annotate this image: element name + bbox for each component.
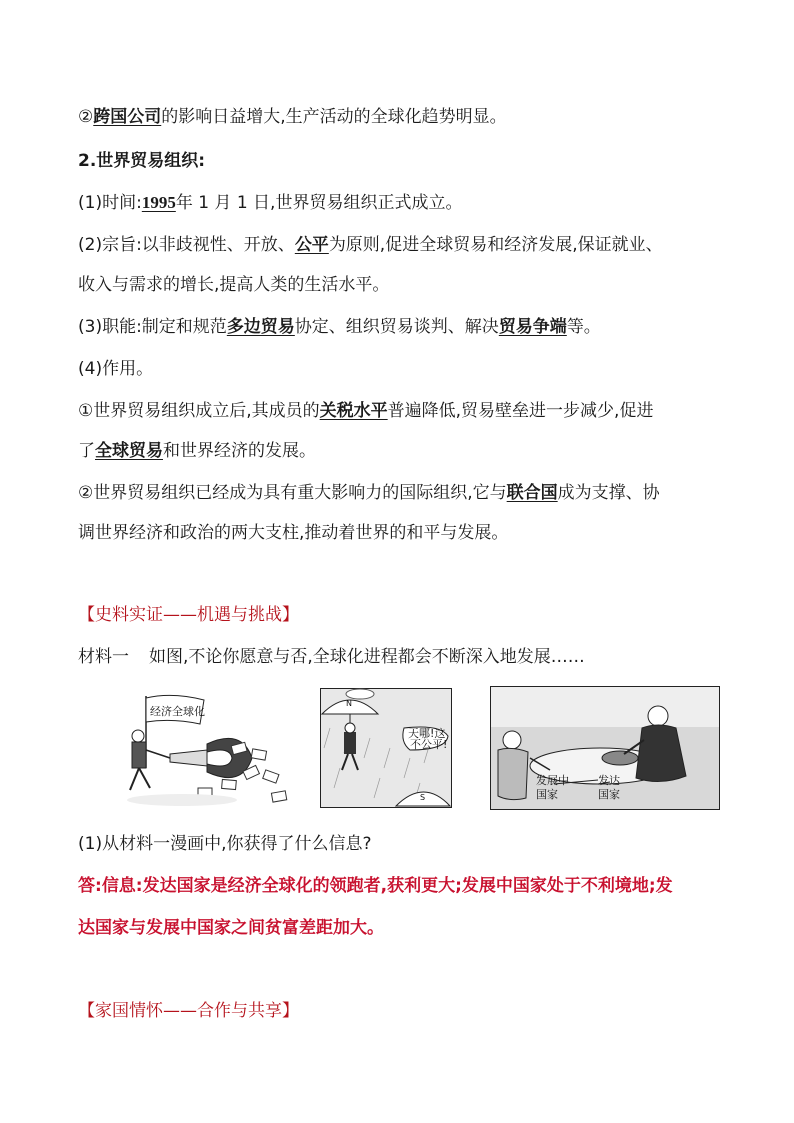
key-term-global-trade: 全球贸易 [95,441,163,461]
wto-function: (3)职能:制定和规范多边贸易协定、组织贸易谈判、解决贸易争端等。 [78,317,601,337]
key-term-un: 联合国 [506,483,558,503]
wto-heading: 2.世界贸易组织: [78,151,206,171]
wto-role-1: ①世界贸易组织成立后,其成员的关税水平普遍降低,贸易壁垒进一步减少,促进 [78,401,654,421]
cartoon-unfair-rain [320,688,452,808]
wto-time: (1)时间:1995年 1 月 1 日,世界贸易组织正式成立。 [78,193,463,213]
key-term-year: 1995 [141,193,176,212]
answer-line-2: 达国家与发展中国家之间贫富差距加大。 [78,918,384,938]
answer-label: 答: [78,876,102,896]
transnational-item: ②跨国公司的影响日益增大,生产活动的全球化趋势明显。 [78,107,507,127]
cartoon3-label-developing-2: 国家 [536,788,558,801]
wto-purpose-line2: 收入与需求的增长,提高人类的生活水平。 [78,275,390,295]
wto-purpose: (2)宗旨:以非歧视性、开放、公平为原则,促进全球贸易和经济发展,保证就业、 [78,235,663,255]
patriotism-section-title: 【家国情怀——合作与共享】 [78,1001,299,1021]
svg-text:N: N [346,699,352,708]
wto-role-2-line2: 调世界经济和政治的两大支柱,推动着世界的和平与发展。 [78,523,509,543]
evidence-section-title: 【史料实证——机遇与挑战】 [78,605,299,625]
cartoon1-flag-label: 经济全球化 [150,705,205,718]
wto-role-1-line2: 了全球贸易和世界经济的发展。 [78,441,316,461]
cartoon3-label-developed-2: 国家 [598,788,620,801]
key-term-dispute: 贸易争端 [498,317,567,337]
wto-role-heading: (4)作用。 [78,359,154,379]
answer-line-1: 答:信息:发达国家是经济全球化的领跑者,获利更大;发展中国家处于不利境地;发 [78,876,673,896]
cartoon-globalization-runner [112,688,297,813]
cartoon3-label-developed-1: 发达 [598,774,620,787]
cartoon3-label-developing-1: 发展中 [536,774,569,787]
cartoon2-bubble-line1: 天哪!这 [408,727,446,740]
wto-role-2: ②世界贸易组织已经成为具有重大影响力的国际组织,它与联合国成为支撑、协 [78,483,660,503]
cartoon-rich-poor-table [490,686,720,810]
cartoon2-bubble-line2: 不公平! [410,738,448,751]
question-1: (1)从材料一漫画中,你获得了什么信息? [78,834,372,854]
key-term-transnational: 跨国公司 [93,107,162,127]
key-term-fair: 公平 [294,235,329,255]
svg-text:S: S [420,793,426,802]
material-one: 材料一 如图,不论你愿意与否,全球化进程都会不断深入地发展…… [78,647,585,667]
key-term-tariff: 关税水平 [319,401,388,421]
key-term-multilateral: 多边贸易 [226,317,295,337]
